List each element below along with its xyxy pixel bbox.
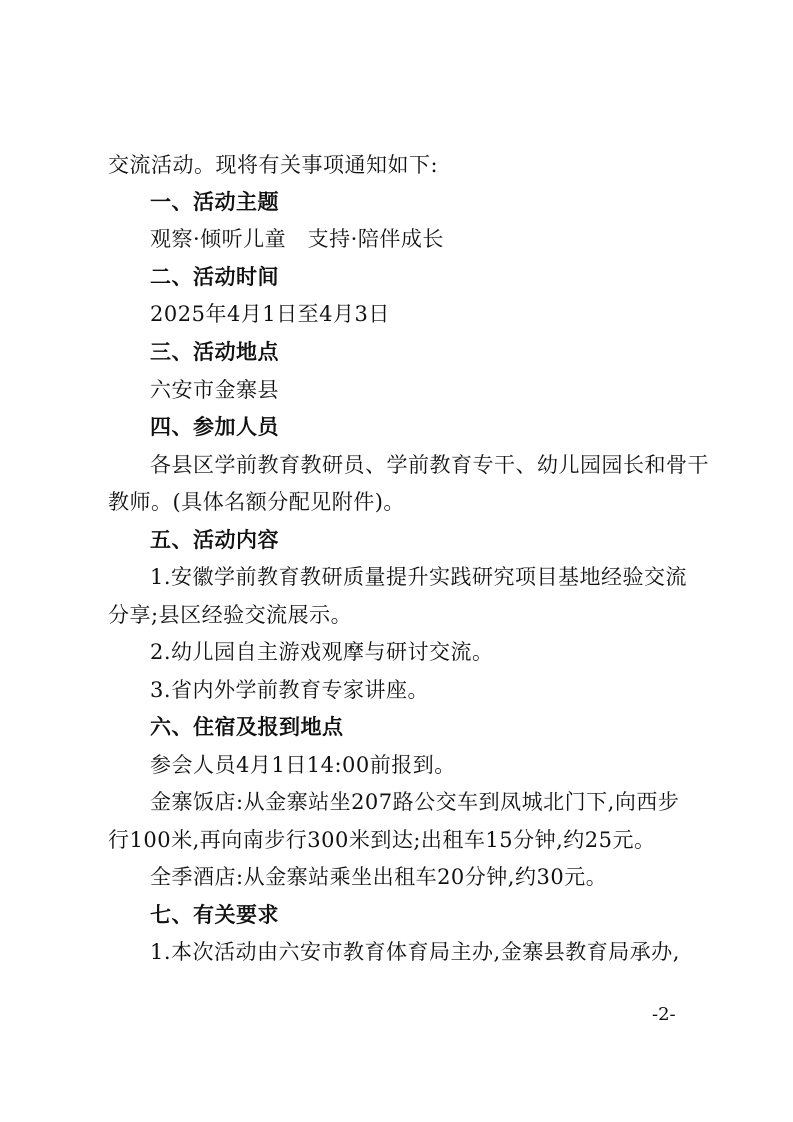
body-text-line: 金寨饭店:从金寨站坐207路公交车到凤城北门下,向西步 xyxy=(150,790,680,814)
body-text-line: 教师。(具体名额分配见附件)。 xyxy=(108,490,405,514)
body-text-line: 行100米,再向南步行300米到达;出租车15分钟,约25元。 xyxy=(108,828,656,852)
section-heading: 三、活动地点 xyxy=(150,340,279,364)
body-text-line: 全季酒店:从金寨站乘坐出租车20分钟,约30元。 xyxy=(150,865,608,889)
body-text-line: 1.本次活动由六安市教育体育局主办,金寨县教育局承办, xyxy=(150,940,680,964)
body-text-line: 六安市金寨县 xyxy=(150,378,279,402)
body-text-line: 分享;县区经验交流展示。 xyxy=(108,603,353,627)
page-number: -2- xyxy=(652,1004,676,1025)
body-text-line: 2.幼儿园自主游戏观摩与研讨交流。 xyxy=(150,640,494,664)
section-heading: 六、住宿及报到地点 xyxy=(150,715,344,739)
body-text-line: 各县区学前教育教研员、学前教育专干、幼儿园园长和骨干 xyxy=(150,453,709,477)
body-text-line: 观察·倾听儿童 支持·陪伴成长 xyxy=(150,227,444,251)
body-text-line: 2025年4月1日至4月3日 xyxy=(150,302,390,326)
section-heading: 四、参加人员 xyxy=(150,415,279,439)
body-text-line: 3.省内外学前教育专家讲座。 xyxy=(150,678,430,702)
section-heading: 五、活动内容 xyxy=(150,528,279,552)
body-text-line: 交流活动。现将有关事项通知如下: xyxy=(108,153,439,177)
body-text-line: 1.安徽学前教育教研质量提升实践研究项目基地经验交流 xyxy=(150,565,688,589)
section-heading: 二、活动时间 xyxy=(150,265,279,289)
section-heading: 七、有关要求 xyxy=(150,903,279,927)
body-text-line: 参会人员4月1日14:00前报到。 xyxy=(150,753,456,777)
section-heading: 一、活动主题 xyxy=(150,190,279,214)
